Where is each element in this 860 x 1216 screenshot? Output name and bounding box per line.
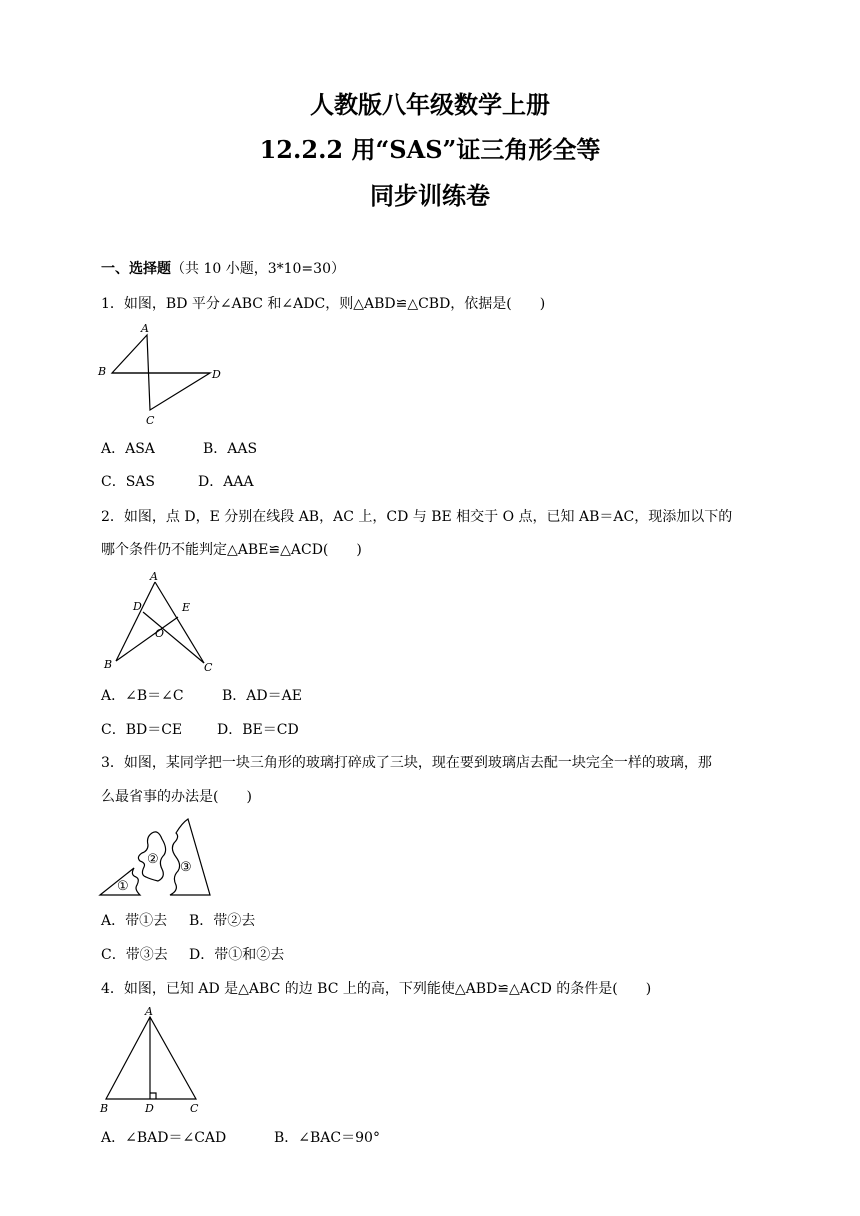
q2-segment-be [116,617,178,661]
q3-label-1: ① [117,879,129,894]
q3-option-a[interactable]: A．带①去 [101,913,168,929]
doc-subtitle: 12.2.2 用“SAS”证三角形全等 [259,135,601,164]
doc-title: 人教版八年级数学上册 [310,90,550,119]
q3-label-2: ② [147,852,159,867]
q2-label-e: E [182,601,191,614]
section-heading [101,259,345,279]
q4-label-c: C [190,1102,199,1115]
q2-label-c: C [204,661,213,673]
q3-label-3: ③ [180,860,192,875]
doc-subtitle-2: 同步训练卷 [370,181,490,210]
q2-side-ab [116,582,155,661]
q3-stem-line2: 么最省事的办法是( ) [101,789,252,805]
q4-triangle [106,1017,196,1099]
q3-option-c[interactable]: C．带③去 [101,947,168,963]
q2-label-o: O [155,627,165,640]
q2-stem-line2: 哪个条件仍不能判定△ABE≌△ACD( ) [101,542,362,558]
q1-option-d[interactable]: D．AAA [198,474,254,490]
q4-option-a[interactable]: A．∠BAD＝∠CAD [101,1130,227,1146]
q1-option-b[interactable]: B．AAS [203,441,258,457]
section-prefix: 一、选择题 [101,261,171,277]
q3-piece-3 [170,819,210,895]
q1-option-c[interactable]: C．SAS [101,474,156,490]
q2-figure [98,568,220,673]
q4-right-angle-mark [150,1093,156,1099]
q1-stem: 1．如图，BD 平分∠ABC 和∠ADC，则△ABD≌△CBD，依据是( ) [101,296,546,312]
q4-stem: 4．如图，已知 AD 是△ABC 的边 BC 上的高，下列能使△ABD≌△ACD 的条件是( ) [101,981,652,997]
q1-label-d: D [212,368,221,381]
q4-label-d: D [145,1102,154,1115]
q2-side-ac [155,582,204,663]
section-info: （共 10 小题，3*10=30） [171,261,345,277]
q1-label-c: C [146,414,155,427]
q3-figure [96,815,216,899]
q2-option-c[interactable]: C．BD＝CE [101,722,183,738]
q4-label-a: A [145,1005,153,1018]
q2-stem-line1: 2．如图，点 D，E 分别在线段 AB，AC 上，CD 与 BE 相交于 O 点，已知 AB＝AC，现添加以下的 [101,509,733,525]
q3-option-d[interactable]: D．带①和②去 [189,947,285,963]
q2-label-b: B [104,658,113,671]
q2-option-b[interactable]: B．AD＝AE [222,688,302,704]
q2-option-d[interactable]: D．BE＝CD [217,722,299,738]
q4-option-b[interactable]: B．∠BAC＝90° [274,1130,380,1146]
q1-figure [95,320,230,428]
q4-figure [95,1003,205,1115]
q3-option-b[interactable]: B．带②去 [189,913,256,929]
q4-label-b: B [100,1102,109,1115]
q2-label-a: A [150,570,158,583]
q2-option-a[interactable]: A．∠B＝∠C [101,688,184,704]
q3-stem-line1: 3．如图，某同学把一块三角形的玻璃打碎成了三块，现在要到玻璃店去配一块完全一样的玻璃，那 [101,755,712,771]
q1-label-b: B [98,365,107,378]
q1-option-a[interactable]: A．ASA [101,441,155,457]
q1-label-a: A [141,322,149,335]
q2-label-d: D [133,600,142,613]
